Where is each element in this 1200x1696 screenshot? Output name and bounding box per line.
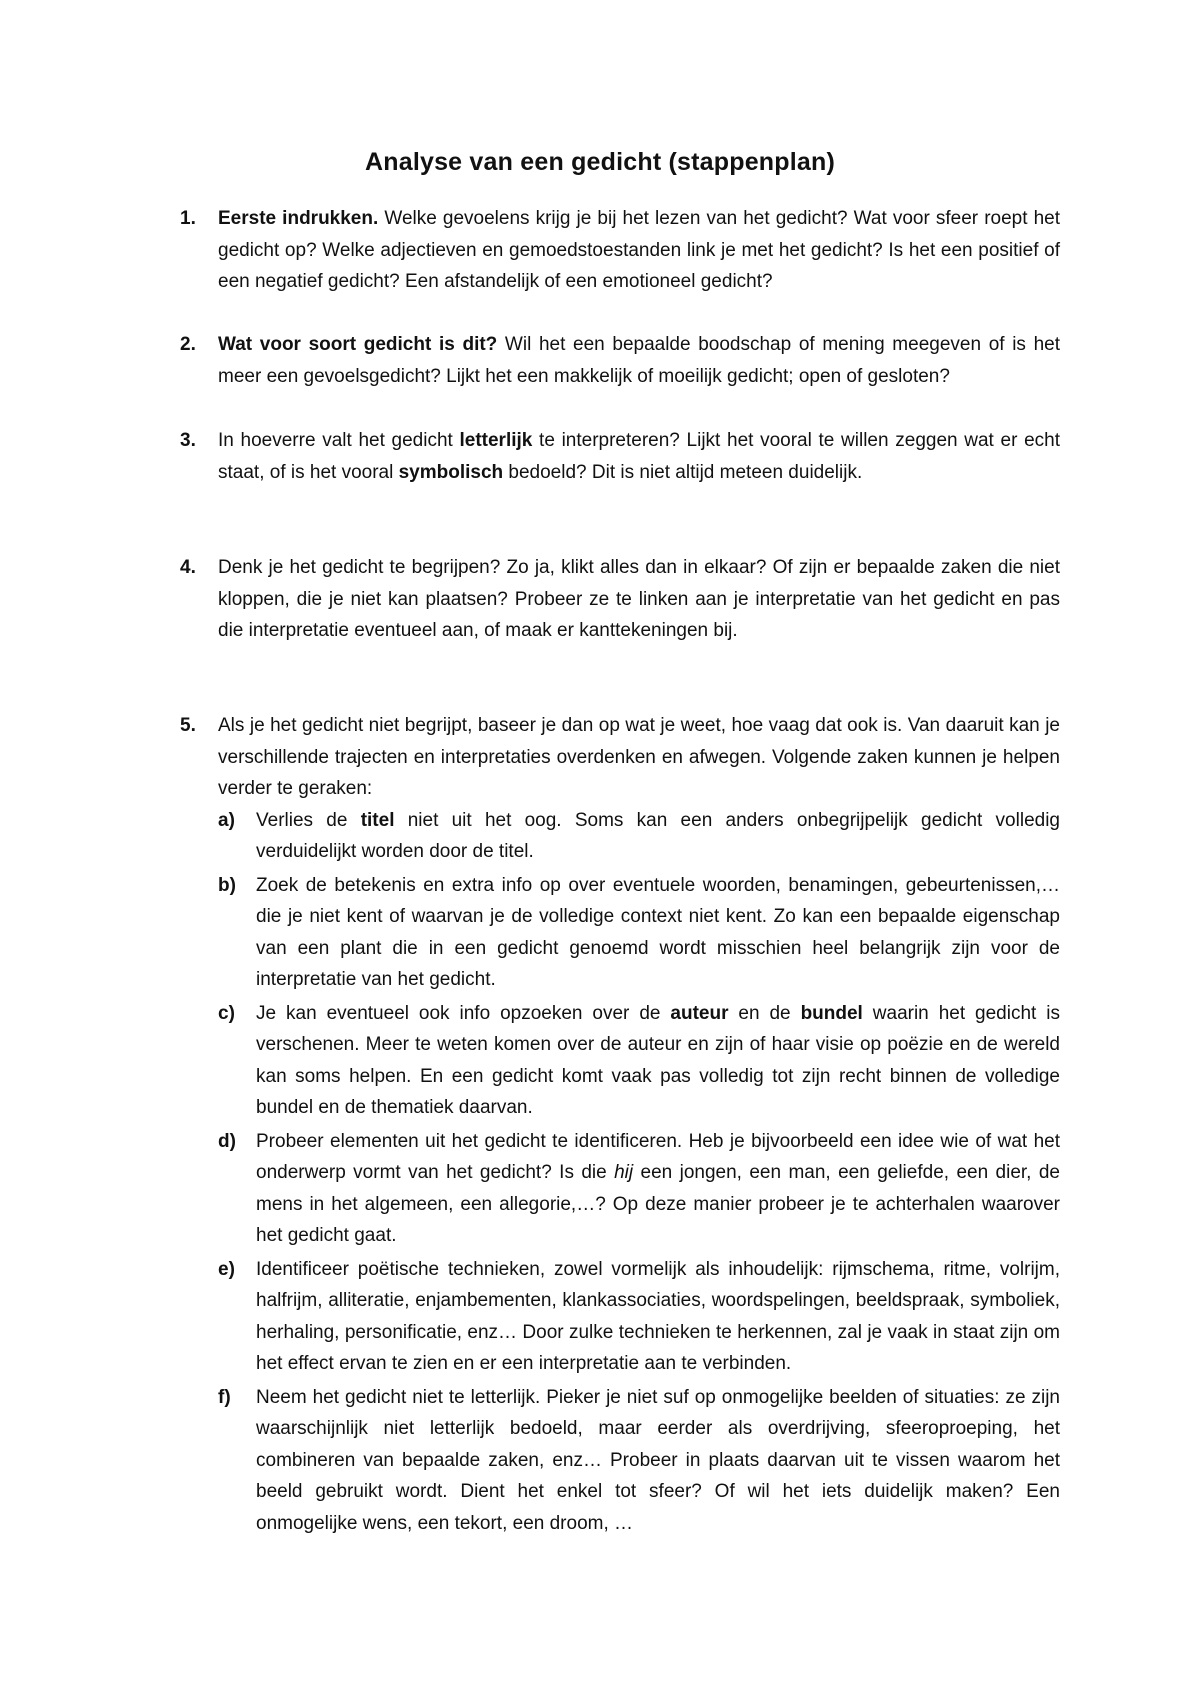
- item-number: 3.: [180, 430, 196, 451]
- sub-item-letter: e): [218, 1258, 235, 1280]
- item-heading: Wat voor soort gedicht is dit?: [218, 334, 498, 355]
- sub-item-body: [256, 805, 1060, 868]
- sub-item-text: Verlies de: [256, 809, 361, 831]
- item-text: Wil het een bepaalde boodschap of mening meegeven of is het meer een gevoelsgedicht? Lijkt het een makkelijk of moeilijk gedicht; open of gesloten?: [218, 334, 1060, 387]
- list-item-2: [180, 329, 1060, 392]
- list-item-4: [180, 552, 1060, 647]
- sub-item-text: Probeer elementen uit het gedicht te identificeren. Heb je bijvoorbeeld een idee wie of wat het onderwerp vormt van het gedicht? Is die: [256, 1130, 1060, 1183]
- sub-item-text: Zoek de betekenis en extra info op over eventuele woorden, benamingen, gebeurtenissen,… die je niet kent of waarvan je de volledige context niet kent. Zo kan een bepaalde eigenschap van een plant die in een gedicht genoemd wordt misschien heel belangrijk zijn voor de interpretatie van het gedicht.: [256, 874, 1060, 990]
- sub-item-body: [256, 1382, 1060, 1540]
- emphasis-symbolisch: symbolisch: [398, 461, 504, 483]
- item-number: 1.: [180, 208, 196, 229]
- emphasis-auteur: auteur: [670, 1002, 729, 1024]
- sub-item-letter: d): [218, 1130, 236, 1152]
- sub-item-f: [218, 1382, 1060, 1540]
- sub-list: [218, 805, 1060, 1540]
- item-body: [218, 203, 1060, 298]
- sub-item-text: Je kan eventueel ook info opzoeken over de: [256, 1002, 671, 1024]
- sub-item-text: een jongen, een man, een geliefde, een dier, de mens in het algemeen, een allegorie,…? Op deze manier probeer je te achterhalen waarover het gedicht gaat.: [256, 1162, 1060, 1246]
- item-number: 2.: [180, 334, 196, 355]
- sub-item-a: [218, 805, 1060, 868]
- item-text: Welke gevoelens krijg je bij het lezen van het gedicht? Wat voor sfeer roept het gedicht op? Welke adjectieven en gemoedstoestanden link je met het gedicht? Is het een positief of een negatief gedicht? Een afstandelijk of een emotioneel gedicht?: [218, 208, 1061, 292]
- item-heading: Eerste indrukken.: [218, 208, 379, 229]
- emphasis-hij: hij: [614, 1162, 634, 1183]
- sub-item-body: [256, 870, 1060, 996]
- item-body: [218, 552, 1060, 647]
- sub-item-d: [218, 1126, 1060, 1252]
- item-text: In hoeverre valt het gedicht: [218, 430, 460, 451]
- sub-item-text: Neem het gedicht niet te letterlijk. Pieker je niet suf op onmogelijke beelden of situaties: ze zijn waarschijnlijk niet letterlijk bedoeld, maar eerder als overdrijving, sfeeroproeping, het combineren van bepaalde zaken, enz… Probeer in plaats daarvan uit te vissen waarom het beeld gebruikt wordt. Dient het enkel tot sfeer? Of wil het iets duidelijk maken? Een onmogelijke wens, een tekort, een droom, …: [256, 1386, 1060, 1534]
- sub-item-text: waarin het gedicht is verschenen. Meer te weten komen over de auteur en zijn of haar visie op poëzie en de wereld kan soms helpen. En een gedicht komt vaak pas volledig tot zijn recht binnen de volledige bundel en de thematiek daarvan.: [256, 1002, 1060, 1118]
- item-body: [218, 425, 1060, 488]
- item-text: Als je het gedicht niet begrijpt, baseer je dan op wat je weet, hoe vaag dat ook is. Van daaruit kan je verschillende trajecten en interpretaties overdenken en afwegen. Volgende zaken kunnen je helpen verder te geraken:: [218, 715, 1060, 799]
- sub-item-letter: a): [218, 809, 235, 831]
- item-body: [218, 710, 1060, 805]
- sub-item-e: [218, 1254, 1060, 1380]
- sub-item-body: [256, 1254, 1060, 1380]
- emphasis-letterlijk: letterlijk: [459, 430, 533, 451]
- sub-item-body: [256, 1126, 1060, 1252]
- list-item-3: [180, 425, 1060, 488]
- sub-item-letter: f): [218, 1386, 231, 1408]
- sub-item-c: [218, 998, 1060, 1124]
- item-number: 5.: [180, 715, 196, 736]
- item-body: [218, 329, 1060, 392]
- sub-item-text: niet uit het oog. Soms kan een anders onbegrijpelijk gedicht volledig verduidelijkt worden door de titel.: [256, 809, 1060, 862]
- sub-item-text: en de: [728, 1002, 801, 1024]
- list-item-1: [180, 203, 1060, 298]
- sub-item-text: Identificeer poëtische technieken, zowel vormelijk als inhoudelijk: rijmschema, ritme, volrijm, halfrijm, alliteratie, enjambementen, klankassociaties, woordspelingen, beeldspraak, symboliek, herhaling, personificatie, enz… Door zulke technieken te herkennen, zal je vaak in staat zijn om het effect ervan te zien en er een interpretatie aan te verbinden.: [256, 1258, 1060, 1374]
- page-title: Analyse van een gedicht (stappenplan): [364, 148, 835, 176]
- sub-item-letter: c): [218, 1002, 235, 1024]
- list-item-5: [180, 710, 1060, 1541]
- item-text: te interpreteren? Lijkt het vooral te willen zeggen wat er echt staat, of is het vooral: [218, 430, 1060, 483]
- item-text: bedoeld? Dit is niet altijd meteen duidelijk.: [503, 461, 863, 483]
- sub-item-letter: b): [218, 874, 236, 896]
- item-number: 4.: [180, 557, 196, 578]
- item-text: Denk je het gedicht te begrijpen? Zo ja, klikt alles dan in elkaar? Of zijn er bepaalde zaken die niet kloppen, die je niet kan plaatsen? Probeer ze te linken aan je interpretatie van het gedicht en pas die interpretatie eventueel aan, of maak er kanttekeningen bij.: [218, 557, 1060, 641]
- emphasis-bundel: bundel: [800, 1002, 863, 1024]
- emphasis-titel: titel: [360, 809, 395, 831]
- sub-item-b: [218, 870, 1060, 996]
- sub-item-body: [256, 998, 1060, 1124]
